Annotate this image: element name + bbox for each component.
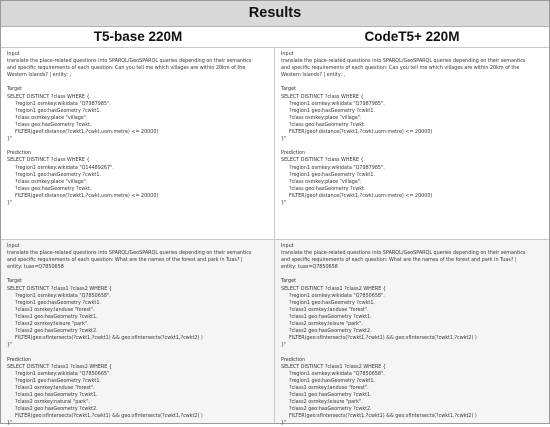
prediction-query-line: ?class2 geo:hasGeometry ?cwkt2. — [15, 406, 98, 413]
prediction-query-line: ?class1 osmkey:landuse "forest". — [289, 384, 369, 391]
column-header-t5-base: T5-base 220M — [93, 29, 183, 44]
target-query-line: FILTER(geo:sfIntersects(?cwkt1,?cwkt1) && geo:sfIntersects(?cwkt1,?cwkt2) ) — [15, 335, 203, 342]
prediction-query-line: ?class1 osmkey:landuse "forest". — [15, 384, 95, 391]
section-spacer — [7, 79, 268, 86]
prediction-label: Prediction — [7, 150, 32, 157]
target-query-line: ?class2 geo:hasGeometry ?cwkt2. — [15, 328, 98, 335]
prediction-query-line: FILTER(geo:sfIntersects(?cwkt1,?cwkt1) && geo:sfIntersects(?cwkt1,?cwkt2) ) — [289, 413, 477, 420]
target-query-line: }" — [281, 136, 287, 143]
prediction-query-line: FILTER(geo:sfIntersects(?cwkt1,?cwkt1) && geo:sfIntersects(?cwkt1,?cwkt2) ) — [15, 413, 203, 420]
prediction-query-line: FILTER(geof:distance(?cwkt1,?cwkt,uom:metre) <= 20000) — [289, 192, 433, 199]
prediction-query-line: SELECT DISTINCT ?class WHERE { — [281, 157, 364, 164]
prediction-query-line: ?class2 geo:hasGeometry ?cwkt2. — [289, 406, 372, 413]
target-query-line: ?class1 geo:hasGeometry ?cwkt1. — [289, 313, 372, 320]
prediction-query-line: ?class2 osmkey:leisure "park". — [289, 399, 363, 406]
prediction-query-line: ?class geo:hasGeometry ?cwkt. — [289, 185, 366, 192]
example-cell — [1, 240, 275, 427]
prediction-query-line: ?region1 geo:hasGeometry ?cwkt1. — [289, 377, 375, 384]
target-query-line: ?class2 osmkey:leisure "park". — [15, 321, 89, 328]
prediction-query-line: SELECT DISTINCT ?class WHERE { — [7, 157, 90, 164]
target-query-line: ?region1 geo:hasGeometry ?cwkt1. — [289, 299, 375, 306]
column-header-codet5-plus: CodeT5+ 220M — [364, 29, 460, 44]
target-query-line: ?class1 osmkey:landuse "forest". — [15, 306, 95, 313]
target-query-line: FILTER(geof:distance(?cwkt1,?cwkt,uom:metre) <= 20000) — [289, 129, 433, 136]
target-query-line: SELECT DISTINCT ?class WHERE { — [7, 93, 90, 100]
target-query-line: ?region1 osmkey:wikidata "Q7850658". — [15, 292, 111, 299]
target-label: Target — [281, 278, 296, 285]
prediction-query-line: ?class2 osmkey:natural "park". — [15, 399, 90, 406]
prediction-label: Prediction — [281, 150, 306, 157]
column-headers — [1, 27, 549, 48]
target-query-line: ?region1 geo:hasGeometry ?cwkt1. — [15, 107, 101, 114]
prediction-query-line: }" — [7, 420, 13, 427]
target-query-line: ?region1 osmkey:wikidata "Q7850658". — [289, 292, 385, 299]
results-title: Results — [1, 1, 549, 27]
prediction-query-line: ?region1 osmkey:wikidata "Q7850658". — [289, 370, 385, 377]
section-spacer — [7, 143, 268, 150]
target-label: Target — [7, 278, 22, 285]
input-text-line: and specific requirements of each question: Can you tell me which villages are within 20km of the — [281, 65, 520, 72]
example-cell — [1, 48, 275, 239]
section-spacer — [281, 79, 543, 86]
input-text-line: entity: tuas=Q7850658 — [7, 264, 64, 271]
section-spacer — [7, 271, 268, 278]
target-query-line: FILTER(geof:distance(?cwkt1,?cwkt,uom:metre) <= 20000) — [15, 129, 159, 136]
input-text-line: and specific requirements of each question: What are the names of the forest and park in Tuas? | — [7, 257, 243, 264]
prediction-query-line: ?region1 geo:hasGeometry ?cwkt1. — [15, 171, 101, 178]
input-text-line: translate the place-related questions into SPARQL/GeoSPARQL queries depending on their semantics — [281, 250, 526, 257]
target-query-line: SELECT DISTINCT ?class1 ?class2 WHERE { — [281, 285, 386, 292]
example-row — [1, 48, 549, 240]
target-query-line: ?region1 geo:hasGeometry ?cwkt1. — [289, 107, 375, 114]
input-label: Input — [7, 51, 20, 57]
example-cell — [275, 48, 549, 239]
input-text-line: entity: tuas=Q7850658 — [281, 264, 338, 271]
prediction-query-line: }" — [281, 420, 287, 427]
prediction-query-line: ?region1 geo:hasGeometry ?cwkt1. — [15, 377, 101, 384]
prediction-query-line: }" — [281, 199, 287, 206]
input-label: Input — [281, 51, 294, 57]
input-text-line: Western Islands? | entity: , — [281, 72, 346, 79]
prediction-label: Prediction — [7, 356, 32, 363]
target-query-line: ?class geo:hasGeometry ?cwkt. — [15, 121, 92, 128]
section-spacer — [281, 271, 543, 278]
target-query-line: ?class1 geo:hasGeometry ?cwkt1. — [15, 313, 98, 320]
prediction-query-line: ?region1 osmkey:wikidata "Q14489267". — [15, 164, 114, 171]
target-query-line: ?class2 osmkey:leisure "park". — [289, 321, 363, 328]
target-query-line: SELECT DISTINCT ?class1 ?class2 WHERE { — [7, 285, 112, 292]
target-query-line: ?class geo:hasGeometry ?cwkt. — [289, 121, 366, 128]
target-query-line: ?class osmkey:place "village". — [15, 114, 88, 121]
input-text-line: translate the place-related questions into SPARQL/GeoSPARQL queries depending on their semantics — [281, 58, 526, 65]
prediction-query-line: ?class osmkey:place "village". — [15, 178, 88, 185]
section-spacer — [7, 349, 268, 356]
target-query-line: ?class osmkey:place "village". — [289, 114, 362, 121]
input-text-line: and specific requirements of each question: Can you tell me which villages are within 20km of the — [7, 65, 246, 72]
target-query-line: FILTER(geo:sfIntersects(?cwkt1,?cwkt1) && geo:sfIntersects(?cwkt1,?cwkt2) ) — [289, 335, 477, 342]
section-spacer — [281, 349, 543, 356]
prediction-query-line: ?class osmkey:place "village". — [289, 178, 362, 185]
prediction-query-line: ?class1 geo:hasGeometry ?cwkt1. — [15, 391, 98, 398]
target-query-line: ?region1 geo:hasGeometry ?cwkt1. — [15, 299, 101, 306]
target-query-line: ?class2 geo:hasGeometry ?cwkt2. — [289, 328, 372, 335]
target-query-line: }" — [7, 342, 13, 349]
prediction-query-line: ?region1 osmkey:wikidata "Q7987985". — [289, 164, 385, 171]
prediction-query-line: SELECT DISTINCT ?class1 ?class2 WHERE { — [7, 363, 112, 370]
target-query-line: }" — [7, 136, 13, 143]
input-text-line: translate the place-related questions into SPARQL/GeoSPARQL queries depending on their semantics — [7, 250, 252, 257]
target-query-line: SELECT DISTINCT ?class WHERE { — [281, 93, 364, 100]
prediction-query-line: ?region1 osmkey:wikidata "Q7850665". — [15, 370, 111, 377]
input-text-line: translate the place-related questions into SPARQL/GeoSPARQL queries depending on their semantics — [7, 58, 252, 65]
prediction-query-line: ?class geo:hasGeometry ?cwkt. — [15, 185, 92, 192]
prediction-query-line: SELECT DISTINCT ?class1 ?class2 WHERE { — [281, 363, 386, 370]
prediction-query-line: ?class1 geo:hasGeometry ?cwkt1. — [289, 391, 372, 398]
input-label: Input — [281, 243, 294, 249]
target-query-line: ?region1 osmkey:wikidata "Q7987985". — [289, 100, 385, 107]
example-cell — [275, 240, 549, 427]
input-text-line: Western Islands? | entity: , — [7, 72, 72, 79]
prediction-label: Prediction — [281, 356, 306, 363]
prediction-query-line: ?region1 geo:hasGeometry ?cwkt1. — [289, 171, 375, 178]
target-query-line: ?class1 osmkey:landuse "forest". — [289, 306, 369, 313]
prediction-query-line: }" — [7, 199, 13, 206]
input-text-line: and specific requirements of each question: What are the names of the forest and park in Tuas? | — [281, 257, 517, 264]
example-row — [1, 240, 549, 427]
prediction-query-line: FILTER(geof:distance(?cwkt1,?cwkt,uom:metre) <= 20000) — [15, 192, 159, 199]
target-label: Target — [7, 86, 22, 93]
target-label: Target — [281, 86, 296, 93]
input-label: Input — [7, 243, 20, 249]
target-query-line: }" — [281, 342, 287, 349]
target-query-line: ?region1 osmkey:wikidata "Q7987985". — [15, 100, 111, 107]
section-spacer — [281, 143, 543, 150]
